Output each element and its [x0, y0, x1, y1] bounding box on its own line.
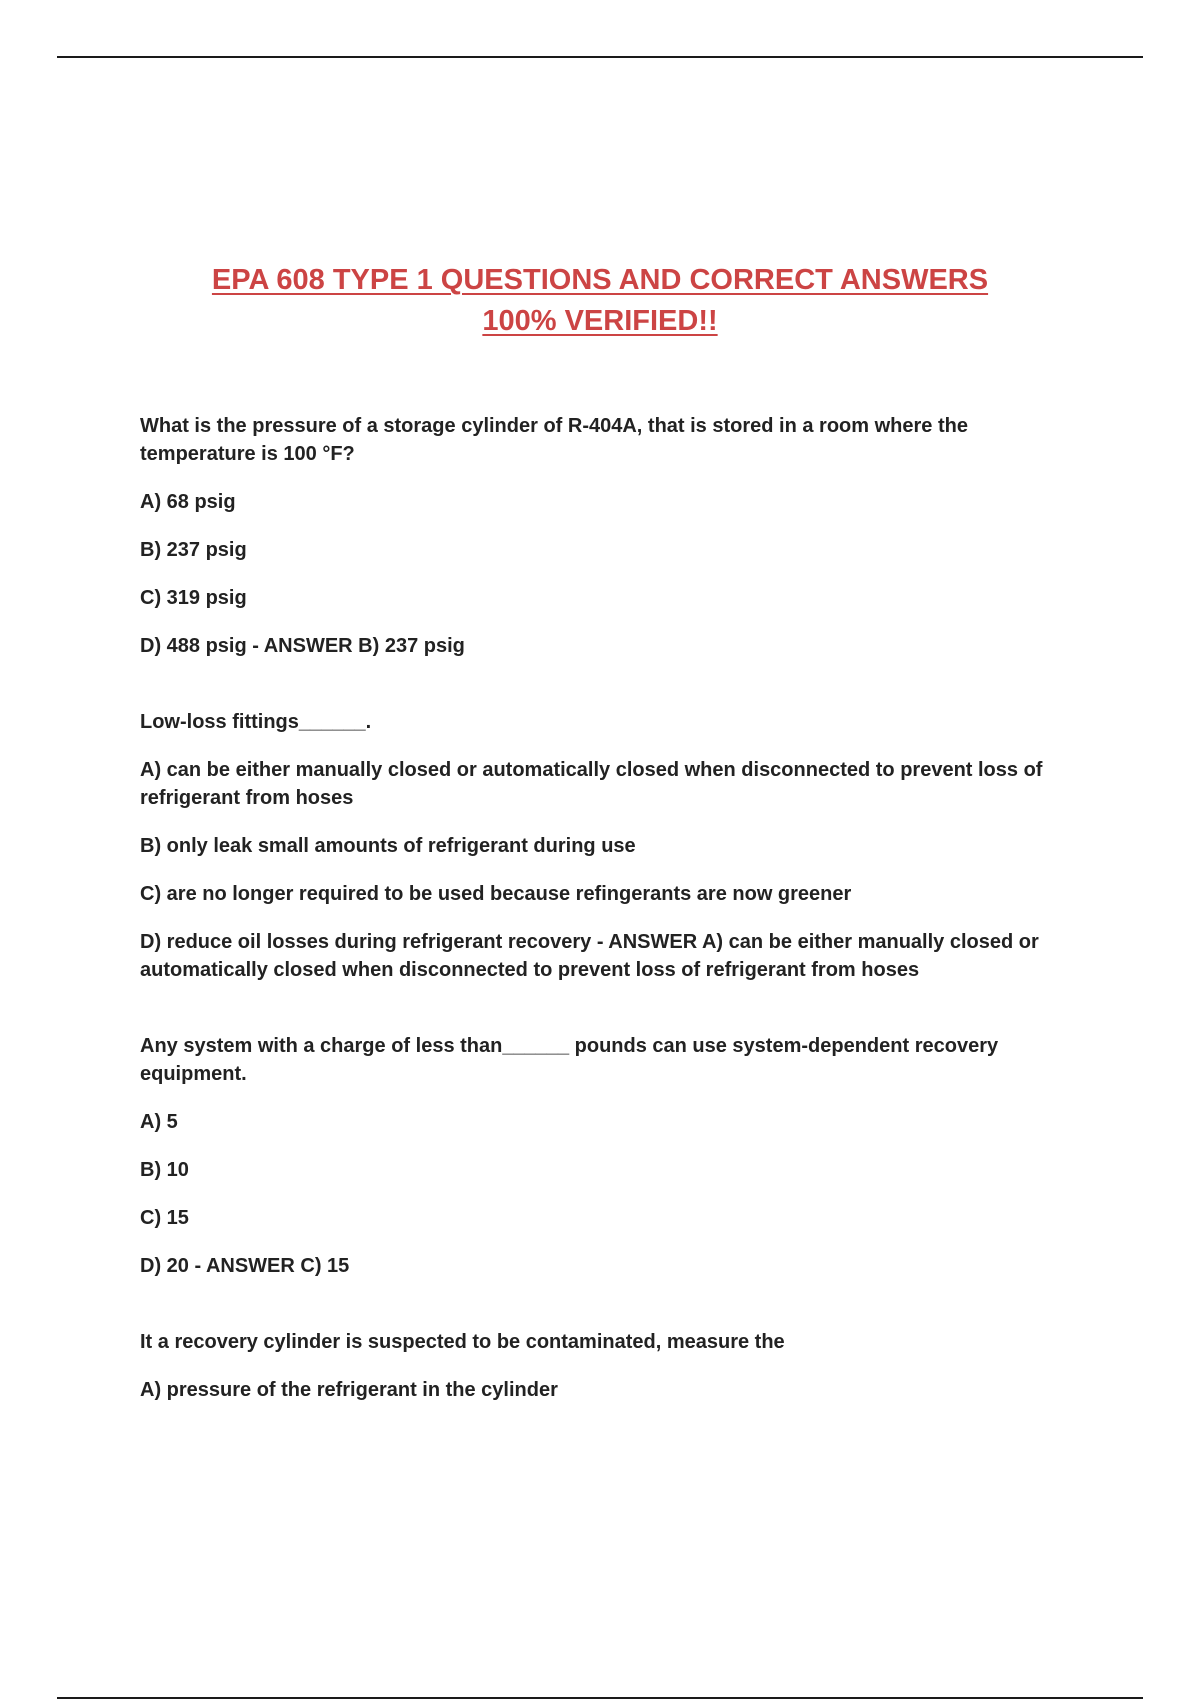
question-1: [140, 412, 1060, 660]
question-3: [140, 1032, 1060, 1280]
question-2: [140, 708, 1060, 984]
option-b: B) only leak small amounts of refrigerant during use: [140, 835, 636, 857]
option-b: B) 10: [140, 1159, 189, 1181]
option-c: C) are no longer required to be used because refingerants are now greener: [140, 883, 852, 905]
question-list: [140, 412, 1060, 1424]
option-c: C) 319 psig: [140, 587, 247, 609]
question-text: What is the pressure of a storage cylinder of R-404A, that is stored in a room where the temperature is 100 °F?: [140, 415, 968, 465]
option-b: B) 237 psig: [140, 539, 247, 561]
option-a: A) can be either manually closed or automatically closed when disconnected to prevent loss of refrigerant from hoses: [140, 759, 1043, 809]
option-c: C) 15: [140, 1207, 189, 1229]
option-a: A) pressure of the refrigerant in the cylinder: [140, 1379, 558, 1401]
question-text: Low-loss fittings______.: [140, 711, 372, 733]
question-4: [140, 1328, 1060, 1404]
option-d-answer: D) 20 - ANSWER C) 15: [140, 1255, 350, 1277]
option-a: A) 5: [140, 1111, 178, 1133]
question-text: Any system with a charge of less than______ pounds can use system-dependent recovery equipment.: [140, 1035, 999, 1085]
option-d-answer: D) reduce oil losses during refrigerant recovery - ANSWER A) can be either manually closed or automatically closed when disconnected to prevent loss of refrigerant from hoses: [140, 931, 1039, 981]
document-title: [0, 260, 1200, 342]
title-line-2: 100% VERIFIED!!: [482, 305, 718, 337]
top-rule: [57, 56, 1143, 58]
bottom-rule: [57, 1697, 1143, 1699]
title-line-1: EPA 608 TYPE 1 QUESTIONS AND CORRECT ANSWERS: [211, 264, 989, 296]
option-a: A) 68 psig: [140, 491, 236, 513]
option-d-answer: D) 488 psig - ANSWER B) 237 psig: [140, 635, 465, 657]
question-text: It a recovery cylinder is suspected to be contaminated, measure the: [140, 1331, 785, 1353]
